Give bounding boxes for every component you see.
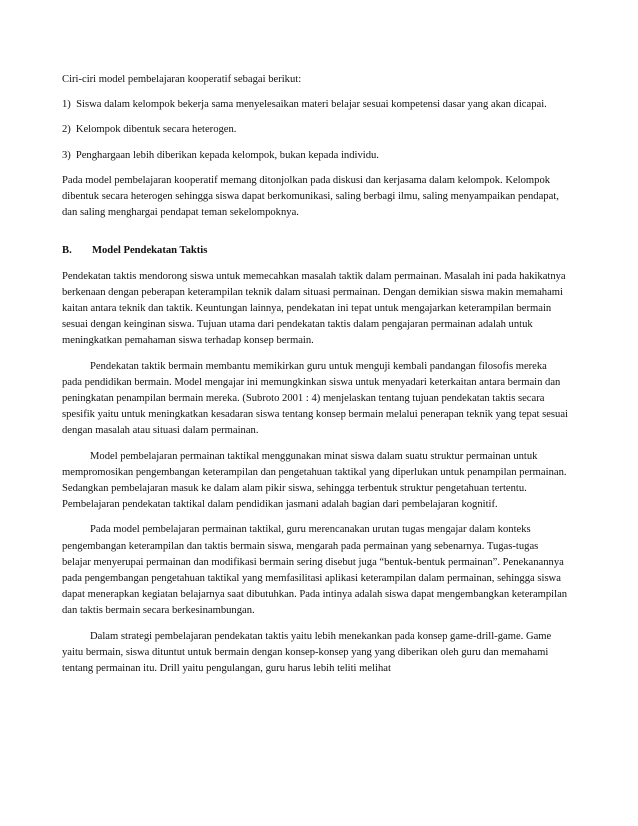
list-item xyxy=(62,122,568,138)
list-item xyxy=(62,97,568,113)
body-paragraph: Pendekatan taktis mendorong siswa untuk memecahkan masalah taktik dalam permainan. Masalah ini pada hakikatnya berkenaan dengan peberapan keterampilan teknik dalam situasi permainan. Dengan demikian siswa makin memahami kaitan antara teknik dan taktik. Keuntungan lainnya, pendekatan ini tepat untuk mengajarkan keterampilan bermain sesuai dengan keinginan siswa. Tujuan utama dari pendekatan taktis dalam pengajaran permainan adalah untuk meningkatkan pemahaman siswa terhadap konsep bermain. xyxy=(62,270,566,347)
list-number: 1) xyxy=(62,99,77,111)
body-paragraph: Pada model pembelajaran permainan taktikal, guru merencanakan urutan tugas mengajar dalam konteks pengembangan keterampilan dan taktis bermain siswa, mengarah pada permainan yang sebenarnya. Tugas-tugas belajar menyerupai permainan dan modifikasi bermain sering disebut juga “bentuk-bentuk permainan”. Penekanannya pada pengembangan pengetahuan taktikal yang memfasilitasi aplikasi keterampilan dalam permainan, sehingga siswa dapat menerapkan kegiatan belajarnya saat dibutuhkan. Pada intinya adalah siswa dapat mengembangkan keterampilan dan taktis bermain secara berkesinambungan. xyxy=(62,524,568,617)
list-item xyxy=(62,148,568,164)
list-intro: Ciri-ciri model pembelajaran kooperatif sebagai berikut: xyxy=(62,74,302,85)
body-paragraph: Dalam strategi pembelajaran pendekatan taktis yaitu lebih menekankan pada konsep game-drill-game. Game yaitu bermain, siswa dituntut untuk bermain dengan konsep-konsep yang yang diberikan oleh guru dan memahami tentang permainan itu. Drill yaitu pengulangan, guru harus lebih teliti melihat xyxy=(62,630,552,675)
section-number: B. xyxy=(62,245,72,257)
list-text: Penghargaan lebih diberikan kepada kelompok, bukan kepada individu. xyxy=(75,149,379,161)
section-title: Model Pendekatan Taktis xyxy=(92,245,208,257)
body-paragraph: Pendekatan taktik bermain membantu memikirkan guru untuk menguji kembali pandangan filosofis mereka pada pendidikan bermain. Model mengajar ini memungkinkan siswa untuk menyadari keterkaitan antara bermain dan peningkatan penampilan bermain mereka. (Subroto 2001 : 4) menjelaskan tentang tujuan pendekatan taktis secara spesifik yaitu untuk meningkatkan kesadaran siswa tentang konsep bermain melalui penerapan teknik yang tepat sesuai dengan masalah atau situasi dalam permainan. xyxy=(62,360,568,437)
list-number: 2) xyxy=(62,124,71,136)
section-heading xyxy=(62,243,568,259)
list-text: Kelompok dibentuk secara heterogen. xyxy=(75,124,237,136)
document-page xyxy=(62,72,568,686)
summary-paragraph: Pada model pembelajaran kooperatif memang ditonjolkan pada diskusi dan kerjasama dalam kelompok. Kelompok dibentuk secara heterogen sehingga siswa dapat berkomunikasi, saling berbagi ilmu, saling menyampaikan pendapat, dan saling menghargai pendapat teman sekelompoknya. xyxy=(62,174,559,219)
list-text: Siswa dalam kelompok bekerja sama menyelesaikan materi belajar sesuai kompetensi dasar yang akan dicapai. xyxy=(76,99,547,111)
list-number: 3) xyxy=(62,149,71,161)
body-paragraph: Model pembelajaran permainan taktikal menggunakan minat siswa dalam suatu struktur permainan untuk mempromosikan pengembangan keterampilan dan pengetahuan taktikal yang diperlukan untuk penampilan permainan. Sedangkan pembelajaran masuk ke dalam alam pikir siswa, sehingga terbentuk struktur pengetahuan tertentu. Pembelajaran pendekatan taktikal dalam pendidikan jasmani adalah bagian dari pembelajaran kognitif. xyxy=(62,450,567,511)
